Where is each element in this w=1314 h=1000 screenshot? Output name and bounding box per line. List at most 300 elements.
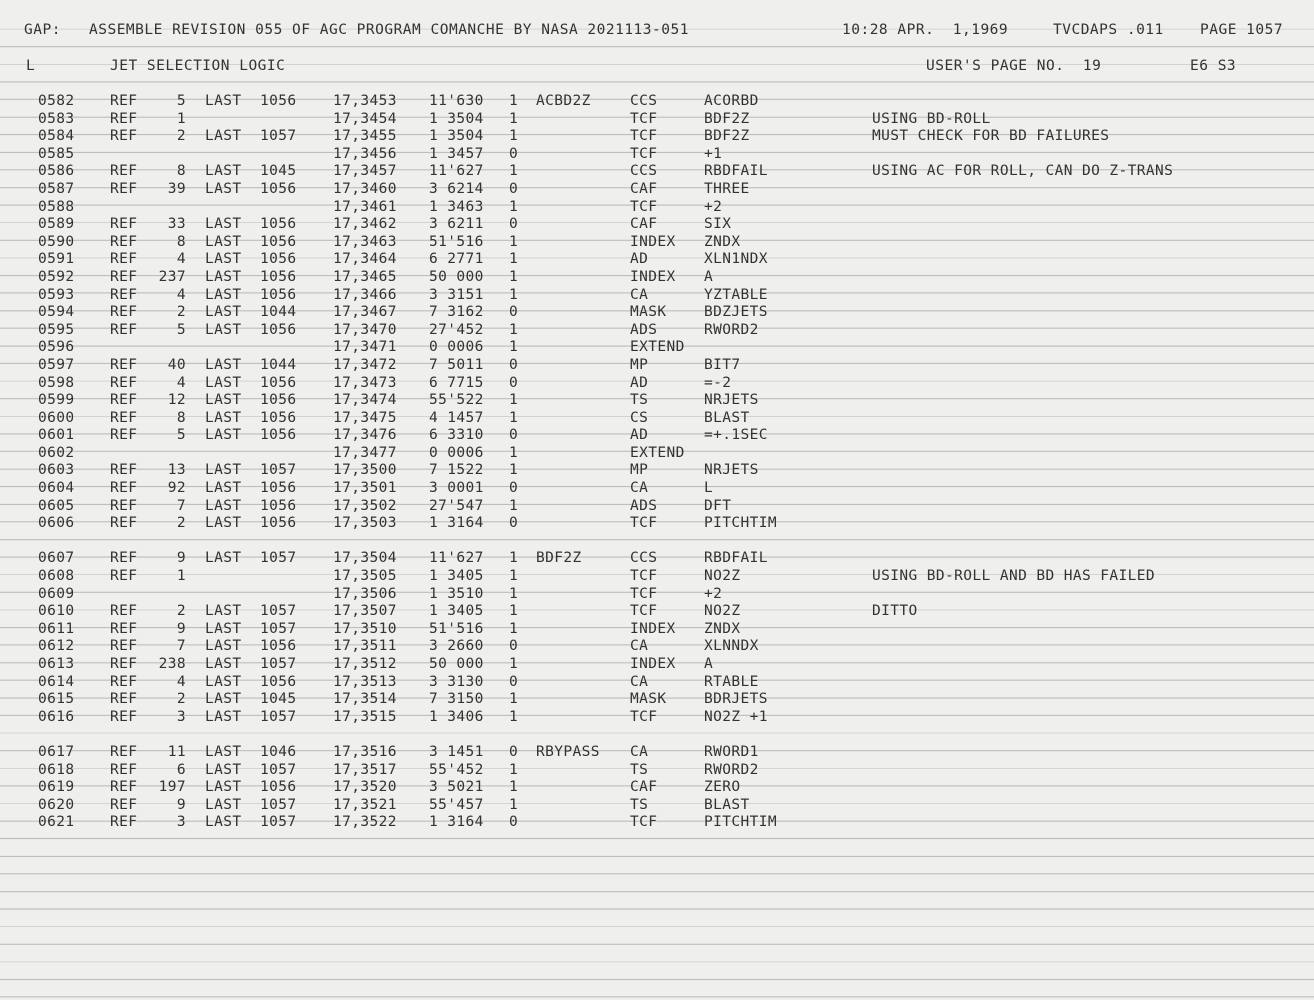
ref-label: REF — [110, 814, 138, 831]
last-label: LAST — [205, 620, 242, 637]
ref-label: REF — [110, 110, 138, 127]
ref-label: REF — [110, 497, 138, 514]
opcode: CA — [630, 480, 649, 497]
users-page-number: USER'S PAGE NO. 19 — [926, 58, 1102, 74]
line-number: 0616 — [38, 708, 75, 725]
ref-count: 6 — [176, 761, 186, 778]
line-number: 0620 — [38, 796, 75, 813]
parity-bit: 1 — [509, 163, 519, 180]
opcode: CA — [630, 673, 649, 690]
operand: +1 — [704, 145, 723, 162]
address: 17,3517 — [333, 761, 397, 778]
listing-row — [0, 375, 1314, 393]
octal-word: 3 3130 — [429, 673, 484, 690]
ref-label: REF — [110, 620, 138, 637]
listing-row — [0, 445, 1314, 463]
opcode: TCF — [630, 145, 658, 162]
opcode: TCF — [630, 568, 658, 585]
last-page: 1044 — [260, 304, 297, 321]
parity-bit: 1 — [509, 128, 519, 145]
line-number: 0591 — [38, 251, 75, 268]
time-date: 10:28 APR. 1,1969 — [842, 22, 1009, 38]
last-page: 1056 — [260, 180, 297, 197]
line-number: 0608 — [38, 568, 75, 585]
parity-bit: 1 — [509, 233, 519, 250]
last-label: LAST — [205, 374, 242, 391]
address: 17,3456 — [333, 145, 397, 162]
ref-count: 3 — [176, 814, 186, 831]
address: 17,3455 — [333, 128, 397, 145]
opcode: INDEX — [630, 656, 676, 672]
address: 17,3467 — [333, 304, 397, 321]
listing-row — [0, 814, 1314, 832]
operand: BDRJETS — [704, 691, 768, 708]
last-page: 1045 — [260, 691, 297, 708]
operand: NRJETS — [704, 392, 759, 409]
ref-count: 9 — [176, 620, 186, 637]
ref-count: 12 — [167, 392, 186, 409]
last-page: 1056 — [260, 286, 297, 303]
parity-bit: 1 — [509, 585, 519, 602]
parity-bit: 0 — [509, 180, 519, 197]
operand: ZNDX — [704, 620, 741, 637]
listing-row — [0, 392, 1314, 410]
listing-row — [0, 462, 1314, 480]
last-page: 1057 — [260, 462, 297, 479]
listing-row — [0, 199, 1314, 217]
operand: BLAST — [704, 796, 750, 813]
last-label: LAST — [205, 761, 242, 778]
line-number: 0612 — [38, 638, 75, 655]
listing-row — [0, 339, 1314, 357]
parity-bit: 1 — [509, 568, 519, 585]
listing-row — [0, 621, 1314, 639]
group-separator — [0, 533, 1314, 551]
last-page: 1057 — [260, 550, 297, 567]
opcode: CCS — [630, 550, 658, 567]
parity-bit: 0 — [509, 216, 519, 233]
comment: USING BD-ROLL — [872, 110, 991, 127]
ref-label: REF — [110, 268, 138, 285]
listing-row — [0, 674, 1314, 692]
address: 17,3461 — [333, 198, 397, 215]
octal-word: 51'516 — [429, 233, 484, 250]
octal-word: 50 000 — [429, 656, 484, 672]
octal-word: 1 3164 — [429, 814, 484, 831]
ref-label: REF — [110, 638, 138, 655]
address: 17,3502 — [333, 497, 397, 514]
address: 17,3513 — [333, 673, 397, 690]
ref-label: REF — [110, 568, 138, 585]
last-page: 1056 — [260, 216, 297, 233]
octal-word: 50 000 — [429, 268, 484, 285]
opcode: EXTEND — [630, 339, 685, 356]
ref-label: REF — [110, 163, 138, 180]
address: 17,3506 — [333, 585, 397, 602]
parity-bit: 1 — [509, 497, 519, 514]
ref-count: 4 — [176, 374, 186, 391]
address: 17,3520 — [333, 779, 397, 796]
line-number: 0621 — [38, 814, 75, 831]
last-page: 1056 — [260, 392, 297, 409]
opcode: CAF — [630, 216, 658, 233]
octal-word: 55'457 — [429, 796, 484, 813]
line-number: 0618 — [38, 761, 75, 778]
listing-row — [0, 304, 1314, 322]
section-header — [0, 58, 1314, 80]
listing-row — [0, 797, 1314, 815]
last-page: 1056 — [260, 638, 297, 655]
listing-row — [0, 269, 1314, 287]
parity-bit: 1 — [509, 708, 519, 725]
octal-word: 7 1522 — [429, 462, 484, 479]
octal-word: 1 3405 — [429, 603, 484, 620]
operand: PITCHTIM — [704, 814, 778, 831]
listing-row — [0, 568, 1314, 586]
listing-row — [0, 427, 1314, 445]
line-number: 0601 — [38, 427, 75, 444]
octal-word: 1 3510 — [429, 585, 484, 602]
opcode: TCF — [630, 585, 658, 602]
ref-label: REF — [110, 656, 138, 672]
listing-row — [0, 515, 1314, 533]
ref-label: REF — [110, 356, 138, 373]
parity-bit: 0 — [509, 427, 519, 444]
ref-label: REF — [110, 779, 138, 796]
operand: BDZJETS — [704, 304, 768, 321]
octal-word: 1 3504 — [429, 128, 484, 145]
parity-bit: 1 — [509, 321, 519, 338]
octal-word: 6 2771 — [429, 251, 484, 268]
ref-count: 33 — [167, 216, 186, 233]
listing-row — [0, 480, 1314, 498]
address: 17,3500 — [333, 462, 397, 479]
parity-bit: 1 — [509, 198, 519, 215]
ref-count: 92 — [167, 480, 186, 497]
opcode: CAF — [630, 180, 658, 197]
last-label: LAST — [205, 638, 242, 655]
address: 17,3514 — [333, 691, 397, 708]
ref-count: 2 — [176, 603, 186, 620]
octal-word: 6 7715 — [429, 374, 484, 391]
parity-bit: 0 — [509, 673, 519, 690]
operand: ZNDX — [704, 233, 741, 250]
listing-row — [0, 287, 1314, 305]
address: 17,3505 — [333, 568, 397, 585]
ref-label: REF — [110, 743, 138, 760]
parity-bit: 1 — [509, 761, 519, 778]
last-label: LAST — [205, 216, 242, 233]
last-page: 1056 — [260, 515, 297, 532]
parity-bit: 1 — [509, 110, 519, 127]
opcode: TCF — [630, 603, 658, 620]
operand: =-2 — [704, 374, 732, 391]
line-number: 0598 — [38, 374, 75, 391]
last-label: LAST — [205, 691, 242, 708]
parity-bit: 1 — [509, 268, 519, 285]
octal-word: 6 3310 — [429, 427, 484, 444]
last-page: 1046 — [260, 743, 297, 760]
ref-label: REF — [110, 304, 138, 321]
last-label: LAST — [205, 321, 242, 338]
address: 17,3457 — [333, 163, 397, 180]
ref-label: REF — [110, 286, 138, 303]
last-page: 1056 — [260, 93, 297, 109]
parity-bit: 1 — [509, 656, 519, 672]
ref-label: REF — [110, 409, 138, 426]
opcode: TCF — [630, 515, 658, 532]
operand: NO2Z — [704, 603, 741, 620]
line-number: 0615 — [38, 691, 75, 708]
listing-row — [0, 146, 1314, 164]
symbol-label: ACBD2Z — [536, 93, 591, 109]
address: 17,3476 — [333, 427, 397, 444]
section-title: JET SELECTION LOGIC — [110, 58, 286, 74]
operand: RWORD2 — [704, 761, 759, 778]
address: 17,3522 — [333, 814, 397, 831]
line-number: 0607 — [38, 550, 75, 567]
octal-word: 3 6211 — [429, 216, 484, 233]
assembly-listing — [0, 93, 1314, 832]
operand: RWORD1 — [704, 743, 759, 760]
last-page: 1057 — [260, 620, 297, 637]
opcode: CAF — [630, 779, 658, 796]
ref-label: REF — [110, 321, 138, 338]
last-label: LAST — [205, 286, 242, 303]
comment: USING AC FOR ROLL, CAN DO Z-TRANS — [872, 163, 1174, 180]
octal-word: 55'452 — [429, 761, 484, 778]
page-number: PAGE 1057 — [1200, 22, 1284, 38]
listing-row — [0, 762, 1314, 780]
ref-label: REF — [110, 93, 138, 109]
listing-row — [0, 128, 1314, 146]
line-number: 0604 — [38, 480, 75, 497]
symbol-label: RBYPASS — [536, 743, 600, 760]
last-label: LAST — [205, 128, 242, 145]
address: 17,3475 — [333, 409, 397, 426]
parity-bit: 0 — [509, 304, 519, 321]
address: 17,3474 — [333, 392, 397, 409]
address: 17,3473 — [333, 374, 397, 391]
address: 17,3477 — [333, 444, 397, 461]
last-page: 1045 — [260, 163, 297, 180]
octal-word: 1 3164 — [429, 515, 484, 532]
opcode: MASK — [630, 691, 667, 708]
last-page: 1056 — [260, 480, 297, 497]
operand: =+.1SEC — [704, 427, 768, 444]
address: 17,3465 — [333, 268, 397, 285]
last-page: 1044 — [260, 356, 297, 373]
last-label: LAST — [205, 497, 242, 514]
line-number: 0594 — [38, 304, 75, 321]
line-number: 0596 — [38, 339, 75, 356]
listing-row — [0, 410, 1314, 428]
line-number: 0588 — [38, 198, 75, 215]
last-page: 1056 — [260, 233, 297, 250]
ref-label: REF — [110, 761, 138, 778]
last-label: LAST — [205, 163, 242, 180]
listing-row — [0, 93, 1314, 111]
octal-word: 7 3162 — [429, 304, 484, 321]
ref-label: REF — [110, 462, 138, 479]
listing-row — [0, 357, 1314, 375]
last-page: 1056 — [260, 409, 297, 426]
listing-row — [0, 181, 1314, 199]
operand: NRJETS — [704, 462, 759, 479]
last-page: 1056 — [260, 268, 297, 285]
listing-row — [0, 779, 1314, 797]
operand: RWORD2 — [704, 321, 759, 338]
opcode: AD — [630, 251, 649, 268]
octal-word: 1 3457 — [429, 145, 484, 162]
last-label: LAST — [205, 515, 242, 532]
operand: THREE — [704, 180, 750, 197]
operand: SIX — [704, 216, 732, 233]
line-number: 0603 — [38, 462, 75, 479]
octal-word: 1 3504 — [429, 110, 484, 127]
last-page: 1057 — [260, 128, 297, 145]
octal-word: 3 6214 — [429, 180, 484, 197]
parity-bit: 1 — [509, 339, 519, 356]
ref-count: 1 — [176, 110, 186, 127]
ref-label: REF — [110, 392, 138, 409]
opcode: MASK — [630, 304, 667, 321]
line-number: 0613 — [38, 656, 75, 672]
last-label: LAST — [205, 656, 242, 672]
last-label: LAST — [205, 673, 242, 690]
address: 17,3503 — [333, 515, 397, 532]
listing-row — [0, 163, 1314, 181]
last-label: LAST — [205, 93, 242, 109]
line-number: 0587 — [38, 180, 75, 197]
line-number: 0599 — [38, 392, 75, 409]
operand: XLN1NDX — [704, 251, 768, 268]
last-label: LAST — [205, 796, 242, 813]
last-label: LAST — [205, 550, 242, 567]
line-number: 0584 — [38, 128, 75, 145]
address: 17,3511 — [333, 638, 397, 655]
symbol-label: BDF2Z — [536, 550, 582, 567]
octal-word: 55'522 — [429, 392, 484, 409]
ref-count: 3 — [176, 708, 186, 725]
octal-word: 51'516 — [429, 620, 484, 637]
parity-bit: 0 — [509, 638, 519, 655]
line-number: 0610 — [38, 603, 75, 620]
operand: L — [704, 480, 714, 497]
listing-row — [0, 709, 1314, 727]
line-number: 0590 — [38, 233, 75, 250]
listing-row — [0, 744, 1314, 762]
operand: RBDFAIL — [704, 550, 768, 567]
ref-label: REF — [110, 233, 138, 250]
address: 17,3454 — [333, 110, 397, 127]
operand: XLNNDX — [704, 638, 759, 655]
operand: +2 — [704, 198, 723, 215]
ref-count: 13 — [167, 462, 186, 479]
operand: BDF2Z — [704, 128, 750, 145]
address: 17,3460 — [333, 180, 397, 197]
listing-row — [0, 691, 1314, 709]
comment: MUST CHECK FOR BD FAILURES — [872, 128, 1110, 145]
ref-count: 2 — [176, 128, 186, 145]
ref-count: 9 — [176, 796, 186, 813]
line-number: 0602 — [38, 444, 75, 461]
parity-bit: 0 — [509, 515, 519, 532]
ref-label: REF — [110, 128, 138, 145]
last-page: 1056 — [260, 779, 297, 796]
ref-count: 238 — [158, 656, 186, 672]
ref-count: 8 — [176, 163, 186, 180]
opcode: EXTEND — [630, 444, 685, 461]
ref-label: REF — [110, 673, 138, 690]
last-label: LAST — [205, 779, 242, 796]
last-page: 1057 — [260, 603, 297, 620]
parity-bit: 1 — [509, 251, 519, 268]
ref-count: 4 — [176, 251, 186, 268]
last-label: LAST — [205, 462, 242, 479]
operand: PITCHTIM — [704, 515, 778, 532]
ref-label: REF — [110, 691, 138, 708]
ref-count: 7 — [176, 497, 186, 514]
octal-word: 27'452 — [429, 321, 484, 338]
last-label: LAST — [205, 814, 242, 831]
comment: DITTO — [872, 603, 918, 620]
last-page: 1056 — [260, 251, 297, 268]
address: 17,3507 — [333, 603, 397, 620]
ref-label: REF — [110, 708, 138, 725]
ref-label: REF — [110, 515, 138, 532]
last-page: 1057 — [260, 814, 297, 831]
ref-label: REF — [110, 427, 138, 444]
group-separator — [0, 726, 1314, 744]
parity-bit: 0 — [509, 743, 519, 760]
last-label: LAST — [205, 233, 242, 250]
octal-word: 1 3463 — [429, 198, 484, 215]
line-number: 0593 — [38, 286, 75, 303]
opcode: CA — [630, 743, 649, 760]
line-number: 0617 — [38, 743, 75, 760]
parity-bit: 1 — [509, 796, 519, 813]
line-number: 0611 — [38, 620, 75, 637]
line-number: 0589 — [38, 216, 75, 233]
log-letter: L — [26, 58, 36, 74]
ref-label: REF — [110, 216, 138, 233]
ref-count: 237 — [158, 268, 186, 285]
last-page: 1056 — [260, 673, 297, 690]
listing-row — [0, 322, 1314, 340]
address: 17,3464 — [333, 251, 397, 268]
parity-bit: 1 — [509, 779, 519, 796]
address: 17,3515 — [333, 708, 397, 725]
last-page: 1056 — [260, 497, 297, 514]
line-number: 0614 — [38, 673, 75, 690]
last-page: 1057 — [260, 656, 297, 672]
ref-label: REF — [110, 550, 138, 567]
listing-row — [0, 251, 1314, 269]
last-label: LAST — [205, 603, 242, 620]
ref-label: REF — [110, 603, 138, 620]
operand: YZTABLE — [704, 286, 768, 303]
line-number: 0595 — [38, 321, 75, 338]
opcode: TCF — [630, 198, 658, 215]
ref-count: 4 — [176, 286, 186, 303]
opcode: CCS — [630, 163, 658, 180]
listing-row — [0, 111, 1314, 129]
operand: RBDFAIL — [704, 163, 768, 180]
opcode: TCF — [630, 110, 658, 127]
address: 17,3462 — [333, 216, 397, 233]
octal-word: 1 3406 — [429, 708, 484, 725]
